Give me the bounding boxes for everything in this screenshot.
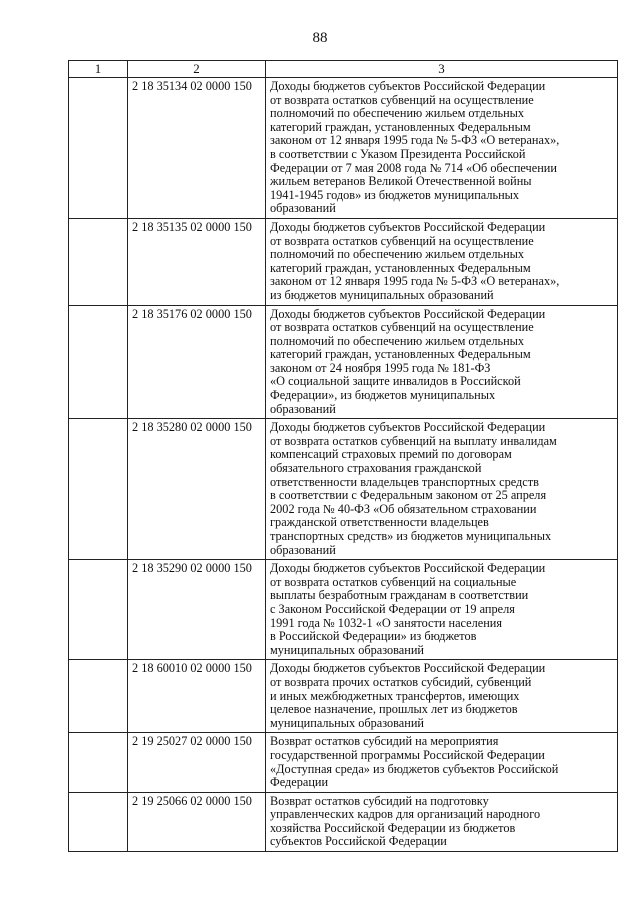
description-line: Доходы бюджетов субъектов Российской Федерации <box>270 79 546 93</box>
description-line: от возврата остатков субвенций на осуществление <box>270 233 534 248</box>
description-line: «О социальной защите инвалидов в Российской <box>270 374 521 389</box>
description-line: субъектов Российской Федерации <box>270 834 447 849</box>
table-body <box>69 78 618 852</box>
description-line: выплаты безработным гражданам в соответствии <box>270 588 529 603</box>
column-header-1: 1 <box>69 61 128 78</box>
budget-code-cell: 2 18 35134 02 0000 150 <box>128 78 266 219</box>
table-row <box>69 792 618 851</box>
description-line: полномочий по обеспечению жильем отдельных <box>270 106 525 121</box>
description-line: Доходы бюджетов субъектов Российской Федерации <box>270 219 546 234</box>
description-line: хозяйства Российской Федерации из бюджетов <box>270 820 516 835</box>
description-line: образований <box>270 542 336 557</box>
description-line: Возврат остатков субсидий на подготовку <box>270 793 489 808</box>
description-line: «Доступная среда» из бюджетов субъектов Российской <box>270 761 559 776</box>
description-line: ответственности владельцев транспортных средств <box>270 474 539 489</box>
row-number-cell <box>69 218 128 305</box>
budget-code-cell: 2 18 35176 02 0000 150 <box>128 305 266 419</box>
description-cell <box>266 78 618 219</box>
table-row <box>69 660 618 733</box>
description-line: в Российской Федерации» из бюджетов <box>270 629 477 644</box>
description-line: законом от 24 ноября 1995 года № 181-ФЗ <box>270 360 491 375</box>
table-row <box>69 218 618 305</box>
description-cell <box>266 660 618 733</box>
budget-code-cell: 2 18 35290 02 0000 150 <box>128 560 266 660</box>
description-line: Доходы бюджетов субъектов Российской Федерации <box>270 306 546 321</box>
budget-code-cell: 2 18 35280 02 0000 150 <box>128 419 266 560</box>
budget-code-cell: 2 18 60010 02 0000 150 <box>128 660 266 733</box>
description-line: в соответствии с Указом Президента Российской <box>270 146 526 161</box>
description-line: государственной программы Российской Федерации <box>270 747 545 762</box>
budget-classification-table <box>68 60 618 852</box>
table-row <box>69 78 618 219</box>
description-cell <box>266 218 618 305</box>
description-line: транспортных средств» из бюджетов муниципальных <box>270 529 552 543</box>
row-number-cell <box>69 660 128 733</box>
description-line: муниципальных образований <box>270 715 424 730</box>
row-number-cell <box>69 560 128 660</box>
description-cell <box>266 733 618 792</box>
description-line: полномочий по обеспечению жильем отдельных <box>270 247 525 262</box>
description-line: от возврата прочих остатков субсидий, субвенций <box>270 674 532 689</box>
description-line: образований <box>270 401 336 416</box>
description-line: законом от 12 января 1995 года № 5-ФЗ «О ветеранах», <box>270 133 560 148</box>
description-line: и иных межбюджетных трансфертов, имеющих <box>270 688 520 703</box>
description-line: целевое назначение, прошлых лет из бюджетов <box>270 702 518 717</box>
description-line: управленческих кадров для организаций народного <box>270 807 541 822</box>
description-line: законом от 12 января 1995 года № 5-ФЗ «О ветеранах», <box>270 274 560 289</box>
budget-code-cell: 2 18 35135 02 0000 150 <box>128 218 266 305</box>
table-row <box>69 419 618 560</box>
description-line: в соответствии с Федеральным законом от 25 апреля <box>270 488 547 503</box>
description-cell <box>266 560 618 660</box>
table-header-row <box>69 61 618 78</box>
description-line: Федерации <box>270 775 329 790</box>
description-line: из бюджетов муниципальных образований <box>270 287 494 302</box>
description-line: компенсаций страховых премий по договорам <box>270 447 512 462</box>
description-line: 1941-1945 годов» из бюджетов муниципальных <box>270 187 520 202</box>
description-line: Доходы бюджетов субъектов Российской Федерации <box>270 561 546 576</box>
description-line: Доходы бюджетов субъектов Российской Федерации <box>270 420 546 435</box>
description-line: образований <box>270 201 336 216</box>
description-line: Возврат остатков субсидий на мероприятия <box>270 734 499 749</box>
column-header-3: 3 <box>266 61 618 78</box>
table-row <box>69 305 618 419</box>
budget-code-cell: 2 19 25027 02 0000 150 <box>128 733 266 792</box>
description-line: категорий граждан, установленных Федеральным <box>270 119 531 134</box>
description-line: 1991 года № 1032-1 «О занятости населения <box>270 615 503 630</box>
row-number-cell <box>69 419 128 560</box>
description-line: от возврата остатков субвенций на социальные <box>270 574 517 589</box>
description-line: полномочий по обеспечению жильем отдельных <box>270 333 525 348</box>
table-row <box>69 733 618 792</box>
column-header-2: 2 <box>128 61 266 78</box>
description-cell <box>266 419 618 560</box>
description-line: от возврата остатков субвенций на выплату инвалидам <box>270 433 557 448</box>
description-line: от возврата остатков субвенций на осуществление <box>270 320 534 335</box>
table-row <box>69 560 618 660</box>
description-cell <box>266 305 618 419</box>
row-number-cell <box>69 733 128 792</box>
row-number-cell <box>69 305 128 419</box>
description-line: Федерации», из бюджетов муниципальных <box>270 388 496 403</box>
page-number: 88 <box>312 30 328 46</box>
description-line: Федерации от 7 мая 2008 года № 714 «Об обеспечении <box>270 160 557 175</box>
description-line: жильем ветеранов Великой Отечественной войны <box>270 174 532 189</box>
description-line: с Законом Российской Федерации от 19 апреля <box>270 601 515 616</box>
row-number-cell <box>69 78 128 219</box>
description-line: обязательного страхования гражданской <box>270 461 482 476</box>
description-line: категорий граждан, установленных Федеральным <box>270 347 531 362</box>
description-line: гражданской ответственности владельцев <box>270 515 489 530</box>
description-line: Доходы бюджетов субъектов Российской Федерации <box>270 661 546 676</box>
description-cell <box>266 792 618 851</box>
description-line: муниципальных образований <box>270 642 424 657</box>
row-number-cell <box>69 792 128 851</box>
budget-code-cell: 2 19 25066 02 0000 150 <box>128 792 266 851</box>
description-line: 2002 года № 40-ФЗ «Об обязательном страховании <box>270 501 537 516</box>
description-line: категорий граждан, установленных Федеральным <box>270 260 531 275</box>
description-line: от возврата остатков субвенций на осуществление <box>270 92 534 107</box>
